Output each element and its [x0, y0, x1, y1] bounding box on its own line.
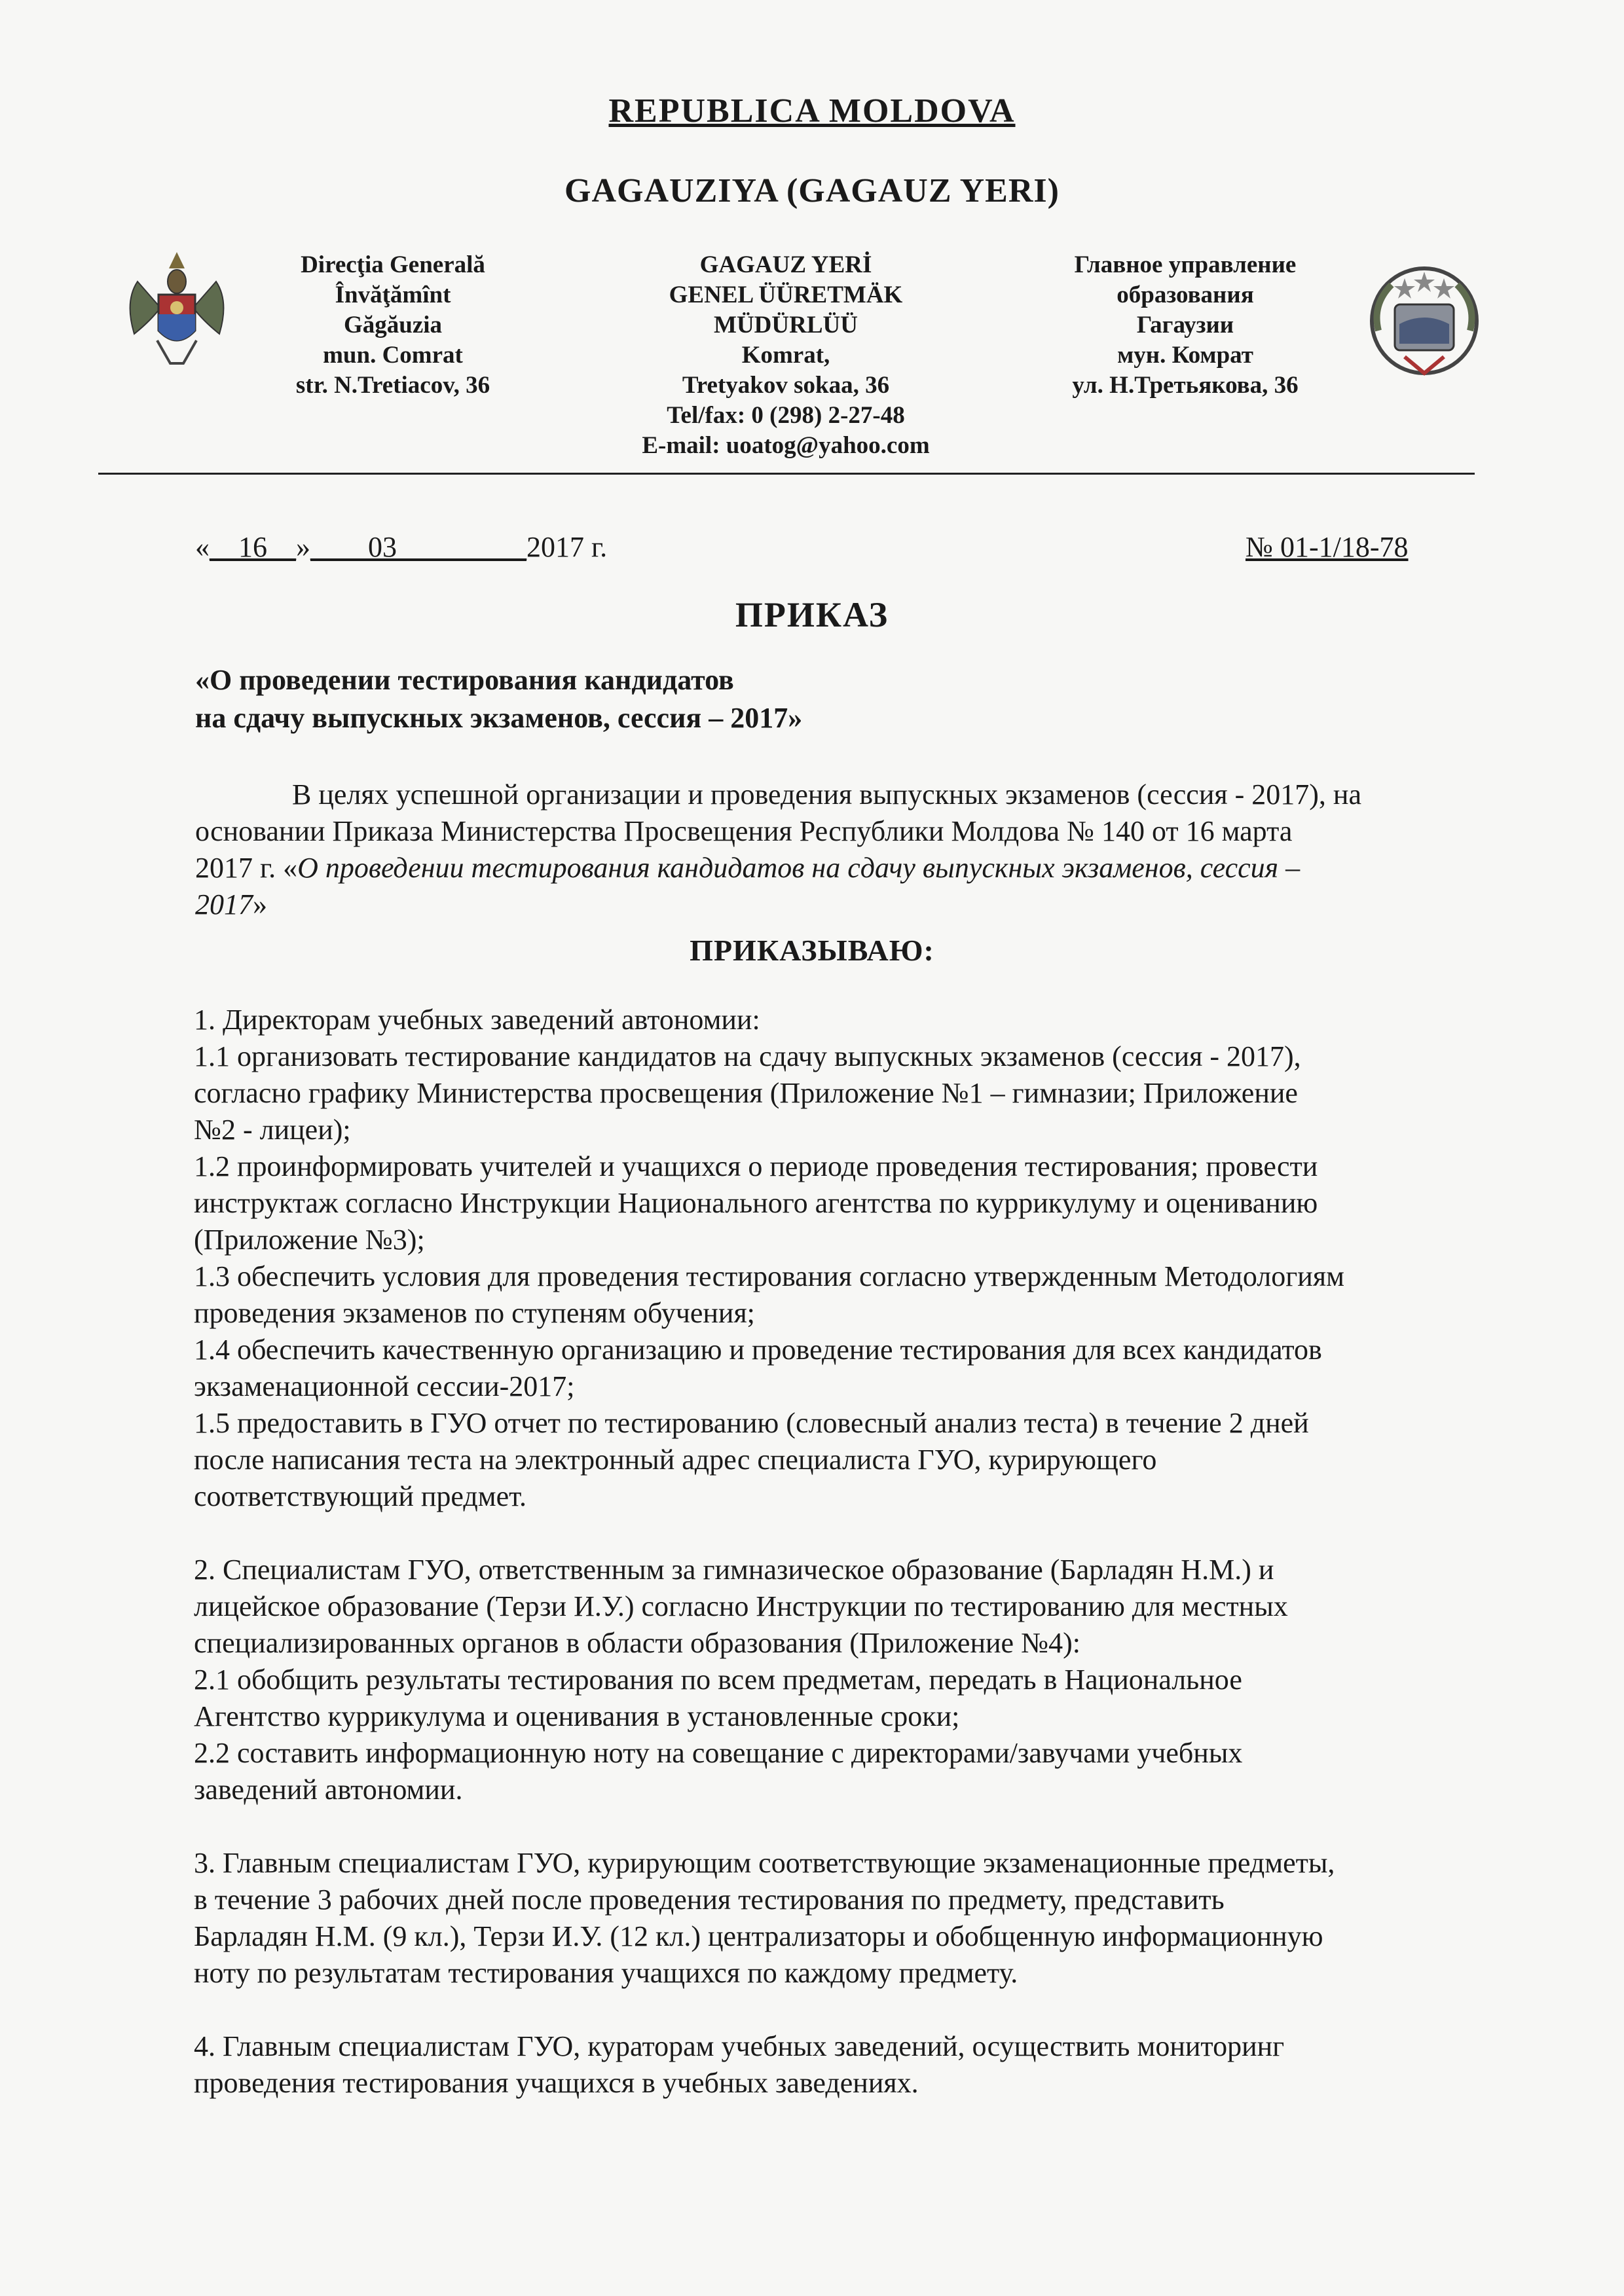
date-day: __16__	[210, 531, 296, 563]
gagauzia-coat-of-arms-icon	[1359, 252, 1490, 383]
date-close-quote: »	[296, 531, 310, 563]
order-number: № 01-1/18-78	[1246, 531, 1409, 563]
body-line: Агентство куррикулума и оценивания в установленные сроки;	[194, 1700, 960, 1732]
intro-line	[195, 886, 1472, 923]
body-line: (Приложение №3);	[194, 1224, 425, 1256]
subject-line: на сдачу выпускных экзаменов, сессия – 2017»	[195, 702, 803, 734]
subject-line: «О проведении тестирования кандидатов	[195, 664, 734, 696]
intro-italic-text: 2017	[195, 888, 253, 920]
body-line: 1.4 обеспечить качественную организацию и проведение тестирования для всех кандидатов	[194, 1334, 1322, 1366]
body-line: 4. Главным специалистам ГУО, кураторам учебных заведений, осуществить мониторинг	[194, 2030, 1285, 2062]
header-center-line: MÜDÜRLÜÜ	[714, 312, 858, 338]
date-open-quote: «	[195, 531, 210, 563]
body-line: согласно графику Министерства просвещения (Приложение №1 – гимназии; Приложение	[194, 1077, 1298, 1109]
header-center-column	[609, 250, 963, 461]
body-line: 2. Специалистам ГУО, ответственным за гимназическое образование (Барладян Н.М.) и	[194, 1554, 1274, 1586]
date-year: 2017 г.	[526, 531, 608, 563]
header-left-line: Învăţămînt	[335, 282, 451, 308]
decree-heading: ПРИКАЗЫВАЮ:	[690, 934, 934, 967]
header-right-line: образования	[1116, 282, 1254, 308]
body-line: 2.2 составить информационную ноту на совещание с директорами/завучами учебных	[194, 1737, 1243, 1769]
body-line: 3. Главным специалистам ГУО, курирующим соответствующие экзаменационные предметы,	[194, 1847, 1335, 1879]
body-line: инструктаж согласно Инструкции Национального агентства по куррикулуму и оцениванию	[194, 1187, 1318, 1219]
body-line: 1.2 проинформировать учителей и учащихся о периоде проведения тестирования; провести	[194, 1150, 1318, 1182]
country-title: REPUBLICA MOLDOVA	[608, 92, 1016, 130]
intro-line: В целях успешной организации и проведения выпускных экзаменов (сессия - 2017), на	[292, 778, 1361, 811]
header-right-line: ул. Н.Третьякова, 36	[1072, 372, 1299, 399]
region-title: GAGAUZIYA (GAGAUZ YERI)	[564, 172, 1060, 210]
order-date	[195, 530, 607, 564]
header-center-line: GAGAUZ YERİ	[699, 251, 872, 278]
body-line: Барладян Н.М. (9 кл.), Терзи И.У. (12 кл.) централизаторы и обобщенную информационную	[194, 1920, 1323, 1952]
header-left-column	[249, 250, 537, 401]
header-center-line: Tretyakov sokaa, 36	[682, 372, 890, 399]
header-center-line: GENEL ÜÜRETMÄK	[669, 282, 903, 308]
document-title: ПРИКАЗ	[735, 595, 889, 634]
body-line: 1.1 организовать тестирование кандидатов на сдачу выпускных экзаменов (сессия - 2017),	[194, 1040, 1301, 1072]
header-divider	[98, 473, 1475, 475]
body-line: после написания теста на электронный адрес специалиста ГУО, курирующего	[194, 1444, 1157, 1476]
header-right-line: Гагаузии	[1136, 312, 1234, 338]
body-line: 1. Директорам учебных заведений автономии:	[194, 1004, 760, 1036]
body-line: 2.1 обобщить результаты тестирования по всем предметам, передать в Национальное	[194, 1664, 1242, 1696]
intro-text: »	[253, 888, 267, 920]
body-line	[194, 1808, 1477, 1845]
body-line: проведения экзаменов по ступеням обучения;	[194, 1297, 755, 1329]
header-right-line: Главное управление	[1074, 251, 1297, 278]
body-line: ноту по результатам тестирования учащихся по каждому предмету.	[194, 1957, 1018, 1989]
header-left-line: str. N.Tretiacov, 36	[295, 372, 490, 399]
body-line: в течение 3 рабочих дней после проведения тестирования по предмету, представить	[194, 1884, 1225, 1916]
intro-line	[195, 850, 1472, 886]
body-line: 1.5 предоставить в ГУО отчет по тестированию (словесный анализ теста) в течение 2 дней	[194, 1407, 1309, 1439]
intro-line: основании Приказа Министерства Просвещения Республики Молдова № 140 от 16 марта	[195, 815, 1293, 847]
body-line: заведений автономии.	[194, 1774, 463, 1806]
body-line: проведения тестирования учащихся в учебных заведениях.	[194, 2067, 919, 2099]
moldova-coat-of-arms-icon	[111, 242, 242, 373]
header-left-line: Găgăuzia	[343, 312, 443, 338]
header-right-line: мун. Комрат	[1117, 342, 1253, 369]
body-line: экзаменационной сессии-2017;	[194, 1370, 575, 1402]
intro-text: 2017 г. «	[195, 852, 298, 884]
order-body	[194, 1002, 1477, 2102]
body-line: специализированных органов в области образования (Приложение №4):	[194, 1627, 1080, 1659]
body-line	[194, 1515, 1477, 1552]
order-subject	[195, 661, 802, 737]
header-center-line: Komrat,	[741, 342, 830, 369]
body-line: лицейское образование (Терзи И.У.) согласно Инструкции по тестированию для местных	[194, 1590, 1288, 1622]
date-month: ____03_________	[310, 531, 526, 563]
header-email: E-mail: uoatog@yahoo.com	[642, 432, 930, 459]
intro-italic-text: О проведении тестирования кандидатов на сдачу выпускных экзаменов, сессия –	[297, 852, 1301, 884]
body-line: 1.3 обеспечить условия для проведения тестирования согласно утвержденным Методологиям	[194, 1260, 1344, 1292]
header-left-line: Direcţia Generală	[301, 251, 485, 278]
body-line	[194, 1992, 1477, 2028]
body-line: №2 - лицеи);	[194, 1114, 351, 1146]
intro-paragraph	[195, 776, 1472, 923]
header-left-line: mun. Comrat	[323, 342, 463, 369]
header-right-column	[1022, 250, 1349, 401]
header-center-line: Tel/fax: 0 (298) 2-27-48	[667, 402, 905, 429]
body-line: соответствующий предмет.	[194, 1480, 527, 1512]
